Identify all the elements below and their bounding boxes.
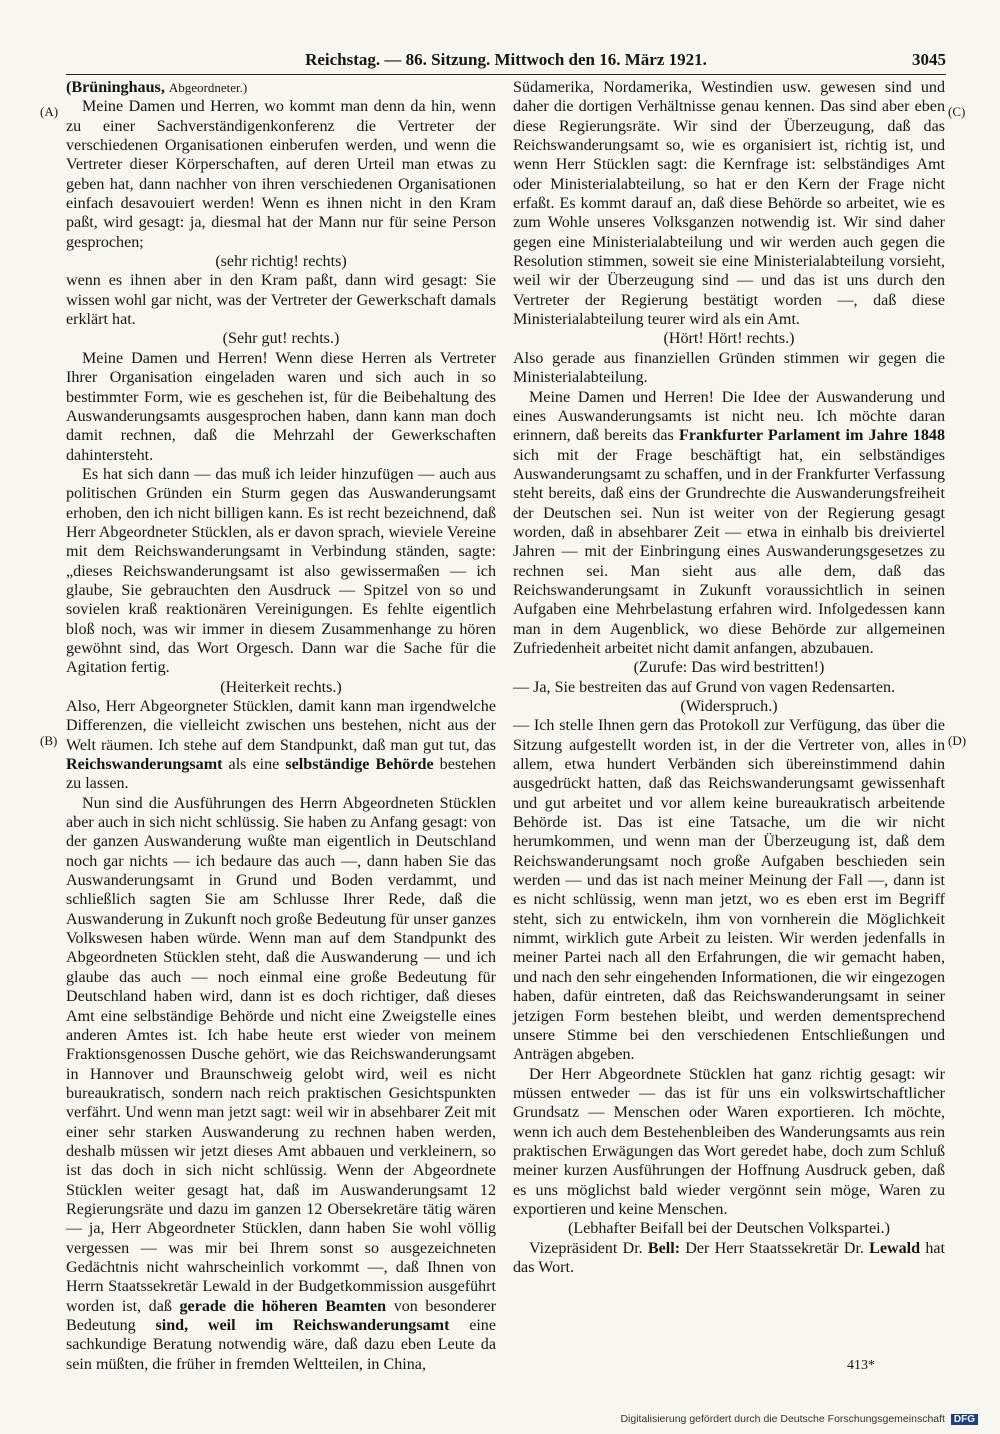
text-run: hat das Wort. (513, 1239, 945, 1276)
dfg-logo: DFG (951, 1414, 978, 1425)
emphasis-text: gerade die höheren Beamten (179, 1297, 387, 1315)
interjection: (Hört! Hört! rechts.) (663, 330, 795, 348)
emphasis-text: Frankfurter Parlament im Jahre 1848 (679, 427, 946, 445)
paragraph (66, 794, 496, 1374)
text-run: Also, Herr Abgeorgneter Stücklen, damit kann man irgendwelche Differenzen, die vielleicht zwischen uns bestehen, nicht aus der Welt räumen. Ich stehe auf dem Standpunkt, daß man gut tut, das (66, 698, 496, 754)
emphasis-text: Bell: (647, 1239, 681, 1257)
interjection: (Sehr gut! rechts.) (222, 330, 340, 348)
interjection: (Lebhafter Beifall bei der Deutschen Volkspartei.) (567, 1220, 891, 1238)
signature-mark: 413* (847, 1358, 875, 1373)
text-run: Der Herr Staatssekretär Dr. (685, 1239, 864, 1257)
paragraph: Also gerade aus finanziellen Gründen stimmen wir gegen die Ministerialabteilung. (513, 349, 945, 387)
text-run: sich mit der Frage beschäftigt hat, ein selbständiges Auswanderungsamt zu schaffen, und in der Frankfurter Verfassung steht bereits, daß eins der Grundrechte die Auswanderungsfreiheit der Deutschen sei. Nun ist weiter von der Regierung gesagt worden, daß in absehbarer Zeit — etwa in einhalb bis dreiviertel Jahren — mit der Einbringung eines Auswanderungsgesetzes zu rechnen sei. Man sieht aus alle dem, daß das Reichswanderungsamt in Zukunft voraussichtlich in seinen Aufgaben eine Mehrbelastung erfahren wird. Infolgedessen kann man in dem Augenblick, wo diese Behörde zur allgemeinen Zufriedenheit arbeitet nicht damit anfangen, abzubauen. (513, 446, 945, 657)
interjection: (Widerspruch.) (680, 698, 778, 715)
paragraph: Südamerika, Nordamerika, Westindien usw. gewesen sind und daher die dortigen Verhältnisse genau kennen. Das sind aber eben diese Regierungsräte. Wir sind der Überzeugung, daß das Reichswanderungsamt so, wie es organisiert ist, richtig ist, und wenn Herr Stücklen sagt: die Kernfrage ist: selbständiges Amt oder Ministerialabteilung, so hat er den Kern der Frage nicht erfaßt. Es kommt darauf an, daß diese Behörde so arbeitet, wie es zum Wohle unseres Volksganzen notwendig ist. Wir sind daher gegen eine Ministerialabteilung und wir werden auch gegen die Resolution stimmen, soweit sie eine Ministerialabteilung vorsieht, weil wir der Überzeugung sind — und das ist uns durch den Vertreter der Regierung bestätigt worden —, daß diese Ministerialabteilung teurer wird als ein Amt. (513, 79, 945, 329)
speaker-name: (Brüninghaus, (66, 79, 165, 96)
right-column (513, 78, 945, 1277)
paragraph: Es hat sich dann — das muß ich leider hinzufügen — auch aus politischen Gründen ein Sturm gegen das Auswanderungsamt erhoben, den ich nicht billigen kann. Es ist recht bezeichnend, daß Herr Abgeordneter Stücklen, als er davon sprach, wieviele Vereine mit dem Reichswanderungsamt in Verbindung ständen, sagte: „dieses Reichswanderungsamt ist also gewissermaßen — ich glaube, Sie gebrauchten den Ausdruck — Spitzel von so und sovielen kraß reaktionären Vereinigungen. Es fehlte eigentlich bloß noch, was wir immer in diesem Zusammenhange zu hören gewöhnt sind, das Wort Orgesch. Dann war die Sache für die Agitation fertig. (66, 465, 496, 677)
speaker-line (66, 78, 496, 97)
text-run: als eine (228, 756, 280, 774)
left-column (66, 78, 496, 1374)
emphasis-text: sind, weil im Reichswanderungsamt (155, 1317, 450, 1334)
interjection: (Heiterkeit rechts.) (220, 678, 342, 696)
text-run: Nun sind die Ausführungen des Herrn Abgeordneten Stücklen aber auch in sich nicht schlüssig. Sie haben zu Anfang gesagt: von der ganzen Auswanderung wußte man eigentlich in Deutschland noch gar nichts — ich bedaure das auch —, dann haben Sie das Auswanderungsamt in Grund und Boden verdammt, und schließlich sagten Sie am Schlusse Ihrer Rede, daß die Auswanderung in Zukunft noch große Bedeutung für unser ganzes Volkswesen haben würde. Wenn man auf dem Standpunkt des Abgeordneten Stücklen steht, daß die Auswanderung — und ich glaube das auch — noch einmal eine große Bedeutung für Deutschland haben wird, dann ist es doch richtiger, daß dieses Amt eine selbständige Behörde und nicht eine Zweigstelle eines anderen Amtes ist. Ich habe heute erst wieder von meinem Fraktionsgenossen Dusche gehört, wie das Reichswanderungsamt in Hannover und Braunschweig gelobt wird, weil es nicht bureaukratisch, sondern nach reich praktischen Gesichtspunkten verfährt. Und wenn man jetzt sagt: weil wir in absehbarer Zeit mit einer sehr starken Auswanderung zu rechnen haben werden, deshalb müssen wir jetzt dieses Amt abbauen und verkleinern, so ist das doch in sich nicht schlüssig. Wenn der Abgeordnete Stücklen weiter gesagt hat, daß im Auswanderungsamt 12 Regierungsräte und dazu im ganzen 12 Obersekretäre tätig wären — ja, Herr Abgeordneter Stücklen, dann haben Sie wohl völlig vergessen — was mir bei Ihrem sonst so ausgezeichneten Gedächtnis nicht wahrscheinlich vorkommt —, daß Ihnen von Herrn Staatssekretär Lewald in der Budgetkommission ausgeführt worden ist, daß (66, 794, 496, 1315)
text-run: Vizepräsident Dr. (529, 1239, 643, 1257)
emphasis-text: selbständige Behörde (285, 756, 434, 774)
text-run: eine sachkundige Beratung notwendig wäre, daß dazu eben Leute da sein müßten, die früher in fremden Weltteilen, in China, (66, 1317, 496, 1373)
page-number: 3045 (912, 50, 946, 69)
margin-marker-d: (D) (948, 733, 967, 748)
paragraph: Meine Damen und Herren! Wenn diese Herren als Vertreter Ihrer Organisation eingeladen waren und sich auch in so bestimmter Form, wie es geschehen ist, für die Beibehaltung des Auswanderungsamts ausgesprochen haben, dann kann man doch damit rechnen, daß die Mehrzahl der Gewerkschaften dahintersteht. (66, 349, 496, 464)
interjection: (sehr richtig! rechts) (215, 253, 347, 271)
page-header (66, 50, 946, 75)
paragraph (66, 697, 496, 794)
margin-marker-a: (A) (40, 104, 59, 119)
paragraph (513, 1239, 945, 1278)
running-title: Reichstag. — 86. Sitzung. Mittwoch den 16. März 1921. (305, 50, 707, 69)
paragraph: — Ja, Sie bestreiten das auf Grund von vagen Redensarten. (513, 678, 896, 696)
margin-marker-b: (B) (40, 733, 58, 748)
footer-credit (620, 1413, 978, 1425)
margin-marker-c: (C) (948, 104, 966, 119)
emphasis-text: Lewald (869, 1239, 921, 1257)
text-run: bestehen zu lassen. (66, 756, 496, 793)
text-run: von besonderer Bedeutung (66, 1297, 497, 1334)
paragraph: Meine Damen und Herren, wo kommt man denn da hin, wenn zu einer Sachverständigenkonferenz die Vertreter der verschiedenen Organisationen einberufen werden, und wenn die Vertreter dieser Körperschaften, auf deren Urteil man etwas zu geben hat, dann nachher von ihren verschiedenen Organisationen einfach desavouiert werden! Wenn es ihnen nicht in den Kram paßt, wird gesagt: ja, diesmal hat der Mann nur für seine Person gesprochen; (66, 98, 496, 251)
paragraph (513, 388, 945, 659)
paragraph: wenn es ihnen aber in den Kram paßt, dann wird gesagt: Sie wissen wohl gar nicht, was der Vertreter der Gewerkschaft damals erklärt hat. (66, 272, 496, 329)
paragraph: — Ich stelle Ihnen gern das Protokoll zur Verfügung, das über die Sitzung aufgestellt worden ist, in der die Vertreter von, alles in allem, etwa hundert Verbänden sich übereinstimmend dahin ausgedrückt hatten, daß das Reichswanderungsamt gewissenhaft und gut arbeitet und vor allem keine bureaukratisch arbeitende Behörde ist. Das ist eine Tatsache, um die wir nicht herumkommen, und wenn man der Überzeugung ist, daß dem Reichswanderungsamt noch große Aufgaben beschieden sein werden — und das ist nach meiner Meinung der Fall —, dann ist es nicht schlüssig, wenn man jetzt, wo es eben erst im Begriff steht, sich zu entwickeln, ihm von vornherein die Möglichkeit nimmt, wirklich gute Arbeit zu leisten. Wir werden jedenfalls in meiner Partei nach all den Erfahrungen, die wir gemacht haben, und nach den sehr eingehenden Informationen, die wir eingezogen haben, dafür eintreten, daß das Reichswanderungsamt in seiner jetzigen Form bestehen bleibt, und werden dementsprechend unsere Stimme bei den verschiedenen Entschließungen und Anträgen abgeben. (513, 717, 945, 1064)
interjection: (Zurufe: Das wird bestritten!) (633, 659, 825, 677)
paragraph: Der Herr Abgeordnete Stücklen hat ganz richtig gesagt: wir müssen entweder — das ist für uns ein volkswirtschaftlicher Grundsatz — Menschen oder Waren exportieren. Ich möchte, wenn ich auch dem Bestehenbleiben des Wanderungsamts aus rein praktischen Erwägungen das Wort geredet habe, doch zum Schluß meiner kurzen Ausführungen der Hoffnung Ausdruck geben, daß es uns möglichst bald wieder vergönnt sein möge, Waren zu exportieren und keine Menschen. (513, 1065, 945, 1218)
text-run: Meine Damen und Herren! Die Idee der Auswanderung und eines Auswanderungsamts ist nicht neu. Ich möchte daran erinnern, daß bereits das (513, 388, 945, 445)
emphasis-text: Reichswanderungsamt (66, 756, 223, 774)
speaker-role: Abgeordneter.) (168, 80, 248, 95)
credit-text: Digitalisierung gefördert durch die Deutsche Forschungsgemeinschaft (620, 1413, 945, 1425)
